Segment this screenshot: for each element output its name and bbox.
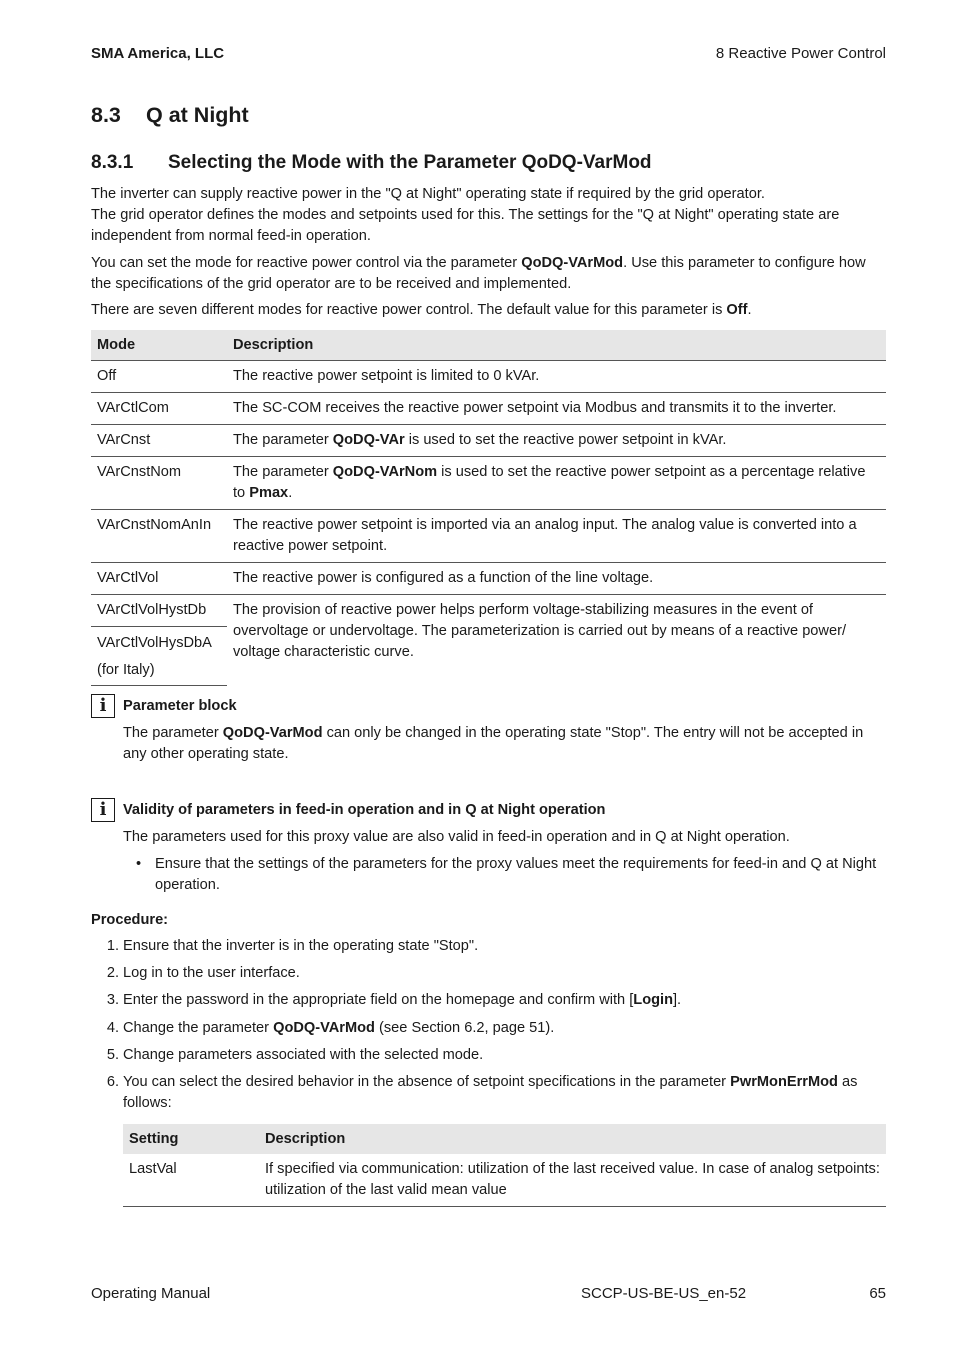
table-row (91, 510, 886, 563)
bullet-icon: • (136, 856, 142, 872)
step-text: Ensure that the inverter is in the operating state "Stop". (123, 938, 479, 954)
description-cell: The reactive power is configured as a function of the line voltage. (227, 563, 886, 595)
table-row (91, 425, 886, 457)
desc-param: Pmax (249, 485, 289, 501)
mode-cell: VArCnstNom (91, 457, 227, 510)
mode-name: VArCtlVolHysDbA (97, 635, 212, 651)
mode-table (91, 330, 886, 686)
p3-text-a: There are seven different modes for reactive power control. The default value for this parameter is (91, 302, 727, 318)
mode-note: (for Italy) (97, 662, 155, 678)
step-text: Change parameters associated with the selected mode. (123, 1047, 484, 1063)
step-text-b: as follows: (123, 1074, 858, 1111)
desc-text: The parameter (233, 464, 333, 480)
mode-cell: Off (91, 361, 227, 393)
procedure-title: Procedure: (91, 912, 169, 928)
p2-param: QoDQ-VArMod (521, 255, 624, 271)
p3-text-b: . (747, 302, 752, 318)
desc-text: . (288, 485, 293, 501)
p2-text-b: . Use this parameter to configure how the specifications of the grid operator are to be received and implemented. (91, 255, 866, 292)
note-text: can only be changed in the operating state "Stop". The entry will not be accepted in any other operating state. (123, 725, 864, 762)
step-text-b: ]. (673, 992, 682, 1008)
note-body (123, 723, 885, 765)
footer-doc-title: Operating Manual (91, 1285, 211, 1302)
step-number: 4. (106, 1020, 119, 1036)
table-row (91, 457, 886, 510)
step-text-b: (see Section 6.2, page 51). (374, 1020, 555, 1036)
step-text-a: Enter the password in the appropriate field on the homepage and confirm with [ (123, 992, 634, 1008)
mode-cell: VArCtlCom (91, 393, 227, 425)
step-number: 1. (106, 938, 119, 954)
intro-line-2: The grid operator defines the modes and setpoints used for this. The settings for the "Q at Night" operating state are independent from normal feed-in operation. (91, 207, 840, 244)
p3-default: Off (726, 302, 748, 318)
header-chapter: 8 Reactive Power Control (715, 45, 886, 62)
step-number: 3. (106, 992, 119, 1008)
step-number: 5. (106, 1047, 119, 1063)
setting-table (123, 1124, 886, 1207)
step-text: Log in to the user interface. (123, 965, 300, 981)
table-row (91, 595, 886, 627)
step-param: QoDQ-VArMod (273, 1020, 375, 1036)
intro-line-1: The inverter can supply reactive power in the "Q at Night" operating state if required by the grid operator. (91, 186, 765, 202)
description-cell (227, 425, 886, 457)
info-icon: i (91, 694, 115, 718)
table-row (123, 1154, 886, 1207)
note-title: Validity of parameters in feed-in operation and in Q at Night operation (123, 802, 606, 818)
step-number: 6. (106, 1074, 119, 1090)
mode-cell: VArCnstNomAnIn (91, 510, 227, 563)
subsection-number: 8.3.1 (91, 152, 134, 173)
step-text-a: Change the parameter (123, 1020, 274, 1036)
description-cell: If specified via communication: utilization of the last received value. In case of analog setpoints: utilization of the last valid mean value (259, 1154, 886, 1207)
section-title: Q at Night (146, 103, 249, 127)
p2-text-a: You can set the mode for reactive power control via the parameter (91, 255, 522, 271)
desc-param: QoDQ-VArNom (332, 464, 438, 480)
subsection-title: Selecting the Mode with the Parameter QoDQ-VarMod (168, 152, 652, 173)
step-param: Login (633, 992, 673, 1008)
intro-paragraph (91, 184, 886, 247)
note-title: Parameter block (123, 698, 237, 714)
table-row (91, 393, 886, 425)
description-cell: The provision of reactive power helps perform voltage-stabilizing measures in the event of overvoltage or undervoltage. The parameterization is carried out by means of a reactive power/ voltage characteristic curve. (227, 595, 886, 686)
info-icon: i (91, 798, 115, 822)
step-text (123, 990, 885, 1011)
description-header: Description (227, 330, 886, 361)
section-number: 8.3 (91, 103, 121, 127)
description-cell: The reactive power setpoint is imported via an analog input. The analog value is converted into a reactive power setpoint. (227, 510, 886, 563)
step-text (123, 1018, 885, 1039)
mode-cell (91, 627, 227, 686)
table-row (91, 563, 886, 595)
description-header: Description (259, 1124, 886, 1154)
description-cell: The reactive power setpoint is limited to 0 kVAr. (227, 361, 886, 393)
default-paragraph (91, 300, 886, 321)
mode-paragraph (91, 253, 886, 295)
table-header-row (91, 330, 886, 361)
setting-cell: LastVal (123, 1154, 259, 1207)
header-company: SMA America, LLC (91, 45, 225, 62)
mode-cell: VArCtlVol (91, 563, 227, 595)
note-body: The parameters used for this proxy value are also valid in feed-in operation and in Q at Night operation. (123, 829, 790, 845)
description-cell: The SC-COM receives the reactive power setpoint via Modbus and transmits it to the inverter. (227, 393, 886, 425)
mode-header: Mode (91, 330, 227, 361)
mode-cell: VArCtlVolHystDb (91, 595, 227, 627)
description-cell (227, 457, 886, 510)
desc-text: The parameter (233, 432, 333, 448)
note-text: The parameter (123, 725, 223, 741)
step-number: 2. (106, 965, 119, 981)
setting-header: Setting (123, 1124, 259, 1154)
desc-text: is used to set the reactive power setpoint in kVAr. (404, 432, 727, 448)
section-heading (91, 101, 249, 129)
note-param: QoDQ-VarMod (222, 725, 323, 741)
subsection-heading (91, 150, 652, 176)
step-param: PwrMonErrMod (730, 1074, 838, 1090)
table-row (91, 361, 886, 393)
footer-doc-code: SCCP-US-BE-US_en-52 (581, 1285, 747, 1302)
mode-cell: VArCnst (91, 425, 227, 457)
desc-param: QoDQ-VAr (332, 432, 405, 448)
footer-page-number: 65 (869, 1285, 886, 1302)
bullet-text: Ensure that the settings of the parameters for the proxy values meet the requirements for feed-in and Q at Night operation. (155, 856, 877, 893)
table-header-row (123, 1124, 886, 1154)
step-text (123, 1072, 885, 1114)
step-text-a: You can select the desired behavior in the absence of setpoint specifications in the parameter (123, 1074, 731, 1090)
desc-text: is used to set the reactive power setpoint as a percentage relative to (233, 464, 866, 501)
